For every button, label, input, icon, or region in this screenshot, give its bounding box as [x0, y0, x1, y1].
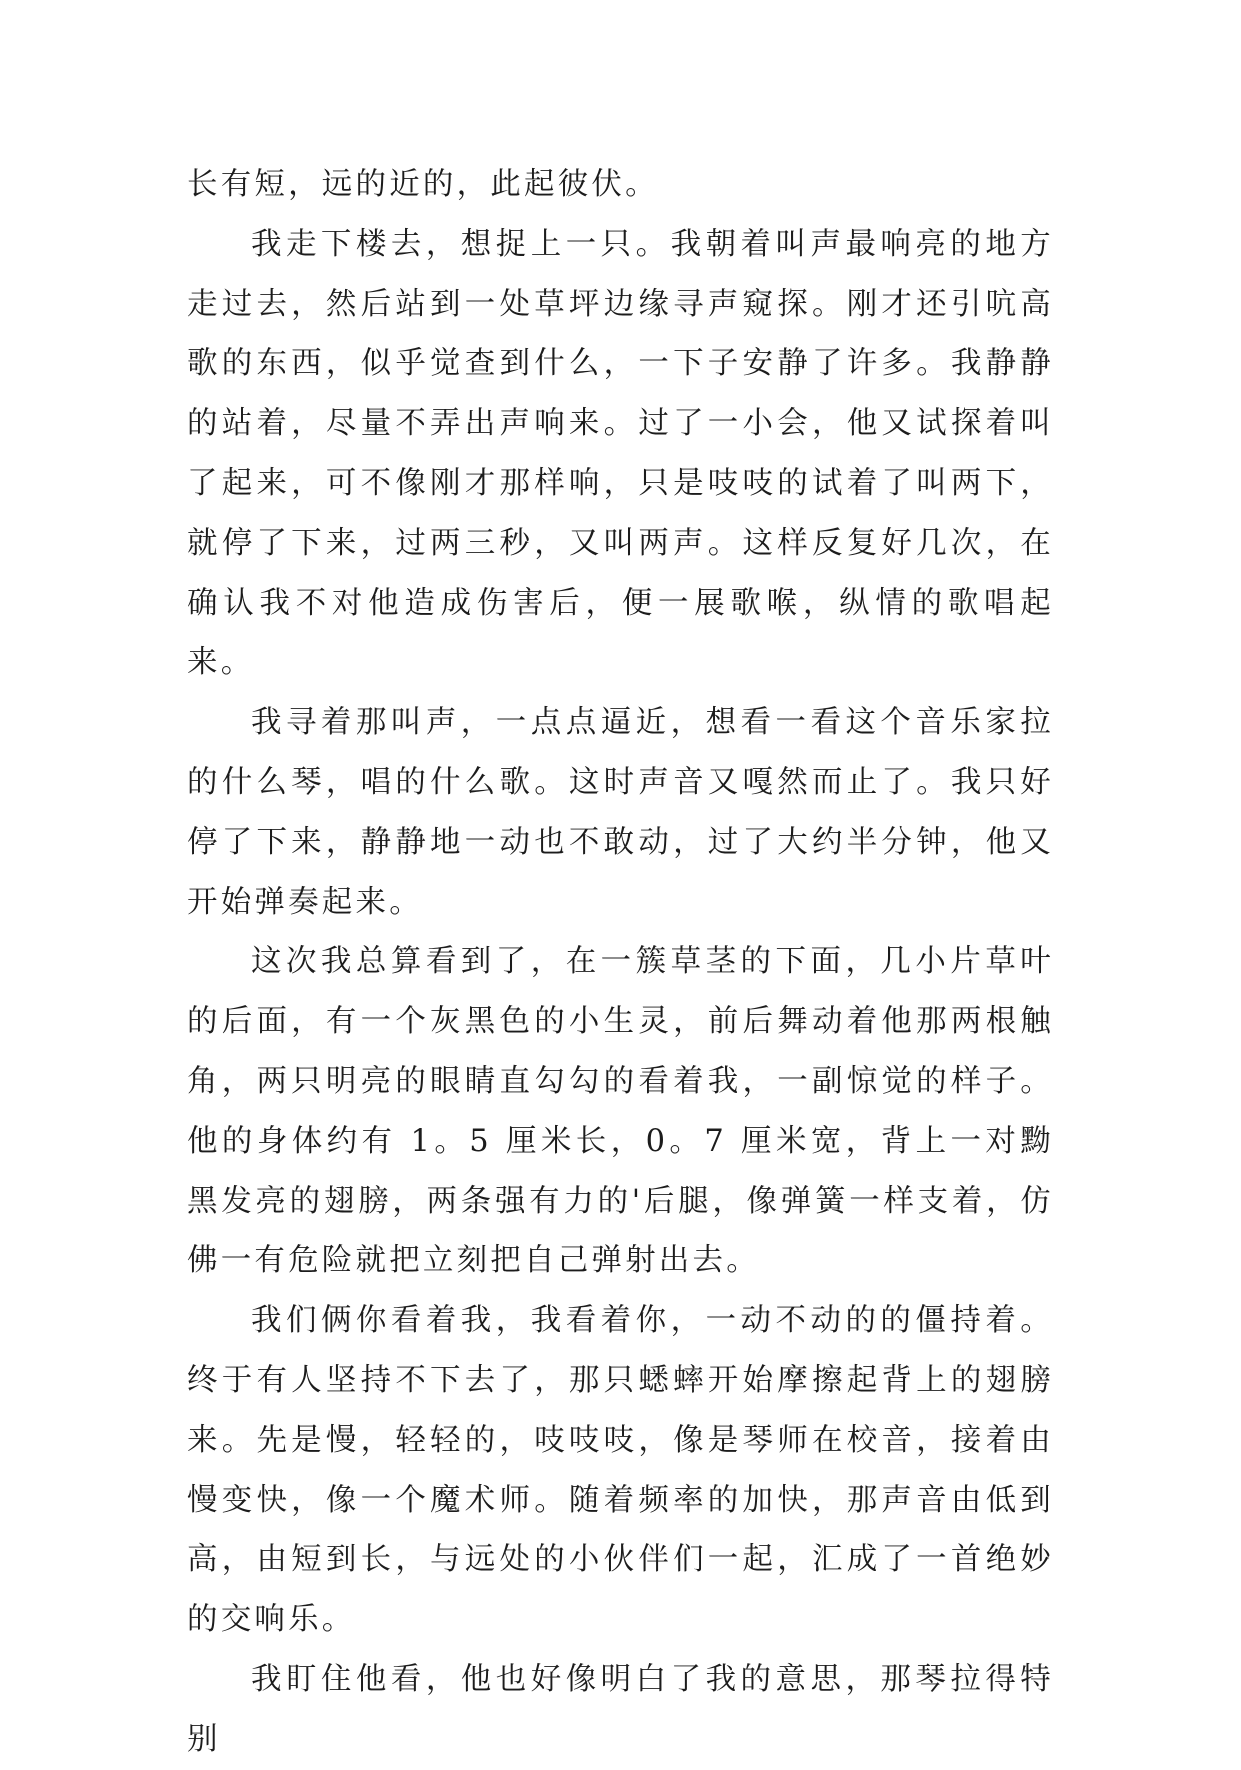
paragraph: 这次我总算看到了，在一簇草茎的下面，几小片草叶的后面，有一个灰黑色的小生灵，前后舞动着他那两根触角，两只明亮的眼睛直勾勾的看着我，一副惊觉的样子。他的身体约有 1。5 厘米长，0。7 厘米宽，背上一对黝黑发亮的翅膀，两条强有力的'后腿，像弹簧一样支着，仿佛一有危险就把立刻把自己弹射出去。	[187, 944, 1054, 1279]
paragraph: 我走下楼去，想捉上一只。我朝着叫声最响亮的地方走过去，然后站到一处草坪边缘寻声窥探。刚才还引吭高歌的东西，似乎觉查到什么，一下子安静了许多。我静静的站着，尽量不弄出声响来。过了一小会，他又试探着叫了起来，可不像刚才那样响，只是吱吱的试着了叫两下，就停了下来，过两三秒，又叫两声。这样反复好几次，在确认我不对他造成伤害后，便一展歌喉，纵情的歌唱起来。	[187, 226, 1054, 681]
paragraph: 我们俩你看着我，我看着你，一动不动的的僵持着。终于有人坚持不下去了，那只蟋蟀开始摩擦起背上的翅膀来。先是慢，轻轻的，吱吱吱，像是琴师在校音，接着由慢变快，像一个魔术师。随着频率的加快，那声音由低到高，由短到长，与远处的小伙伴们一起，汇成了一首绝妙的交响乐。	[187, 1303, 1054, 1638]
body-text	[187, 155, 1054, 1770]
paragraph: 我寻着那叫声，一点点逼近，想看一看这个音乐家拉的什么琴，唱的什么歌。这时声音又嘎然而止了。我只好停了下来，静静地一动也不敢动，过了大约半分钟，他又开始弹奏起来。	[187, 705, 1054, 920]
paragraph-truncated: 我盯住他看，他也好像明白了我的意思，那琴拉得特别	[187, 1661, 1054, 1757]
paragraph-continued: 长有短，远的近的，此起彼伏。	[187, 167, 659, 202]
